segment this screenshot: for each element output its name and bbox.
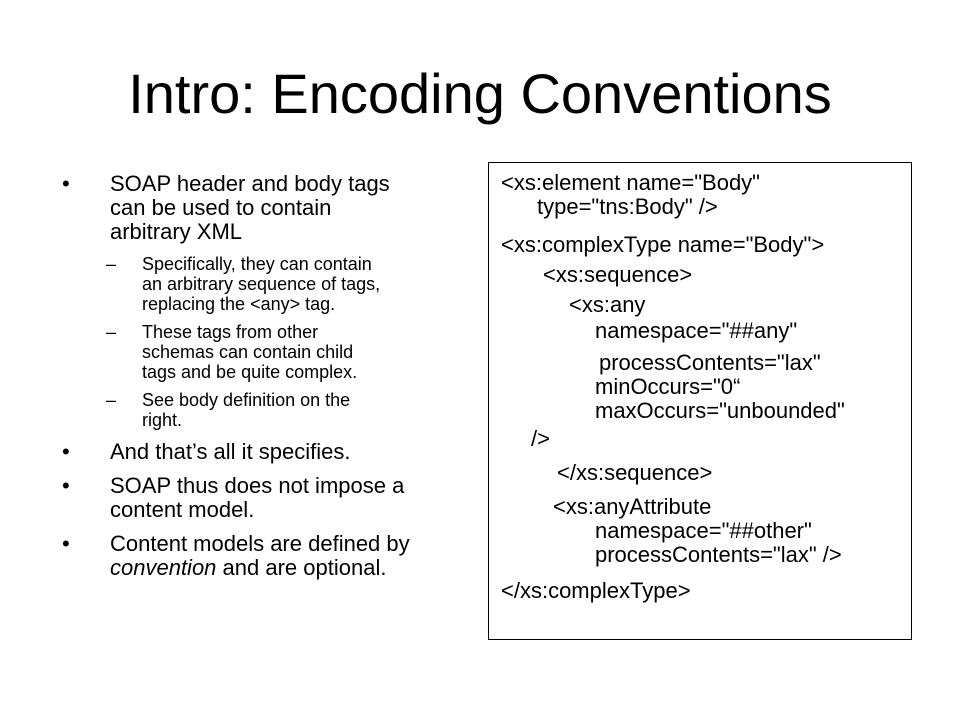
bullet-text-line: content model. — [110, 497, 255, 522]
bullet-text-line: Content models are defined by — [110, 531, 410, 556]
code-line: namespace="##any" — [595, 318, 798, 343]
sub-bullet-text-line: See body definition on the — [142, 390, 351, 410]
bullet-item — [62, 172, 472, 244]
code-box — [488, 162, 912, 640]
sub-bullet-text-line: right. — [142, 410, 183, 430]
bullet-text-line — [110, 556, 472, 580]
bullet-item — [62, 440, 472, 464]
bullet-text-line: SOAP header and body tags — [110, 171, 390, 196]
bullet-text-line: And that’s all it specifies. — [110, 439, 351, 464]
bullet-item — [62, 532, 472, 580]
sub-bullet-dash: – — [106, 390, 117, 410]
code-line: minOccurs="0“ — [595, 374, 741, 399]
bullet-text-line: can be used to contain — [110, 195, 332, 220]
slide-title: Intro: Encoding Conventions — [128, 62, 832, 125]
bullet-mark: • — [62, 439, 70, 464]
code-line: <xs:sequence> — [543, 262, 693, 287]
sub-bullet-dash: – — [106, 322, 117, 342]
code-line: namespace="##other" — [595, 518, 812, 543]
code-line: /> — [531, 426, 550, 451]
code-line: processContents="lax" — [599, 350, 821, 375]
bullet-text-tail: and are optional. — [216, 555, 387, 580]
bullet-text-line: SOAP thus does not impose a — [110, 473, 405, 498]
code-line: <xs:anyAttribute — [553, 494, 712, 519]
bullet-mark: • — [62, 171, 70, 196]
sub-bullet-text-line: tags and be quite complex. — [142, 362, 358, 382]
code-line: </xs:sequence> — [557, 460, 713, 485]
code-line: <xs:complexType name="Body"> — [501, 232, 825, 257]
sub-bullet-text-line: an arbitrary sequence of tags, — [142, 274, 381, 294]
bullet-text-line: arbitrary XML — [110, 219, 243, 244]
code-line: maxOccurs="unbounded" — [595, 398, 845, 423]
code-line: type="tns:Body" /> — [537, 194, 718, 219]
bullet-mark: • — [62, 531, 70, 556]
sub-bullet-item — [62, 322, 472, 382]
code-line: processContents="lax" /> — [595, 542, 842, 567]
sub-bullet-text-line: replacing the <any> tag. — [142, 294, 336, 314]
sub-bullet-text-line: Specifically, they can contain — [142, 254, 372, 274]
sub-bullet-dash: – — [106, 254, 117, 274]
code-line: <xs:element name="Body" — [501, 170, 760, 195]
code-line: <xs:any — [569, 292, 646, 317]
sub-bullet-text-line: These tags from other — [142, 322, 319, 342]
bullet-mark: • — [62, 473, 70, 498]
sub-bullet-item — [62, 390, 472, 430]
bullet-item — [62, 474, 472, 522]
bullet-list — [62, 172, 472, 580]
emphasis-text: convention — [110, 555, 217, 580]
code-line: </xs:complexType> — [501, 578, 691, 603]
sub-bullet-item — [62, 254, 472, 314]
sub-bullet-text-line: schemas can contain child — [142, 342, 354, 362]
